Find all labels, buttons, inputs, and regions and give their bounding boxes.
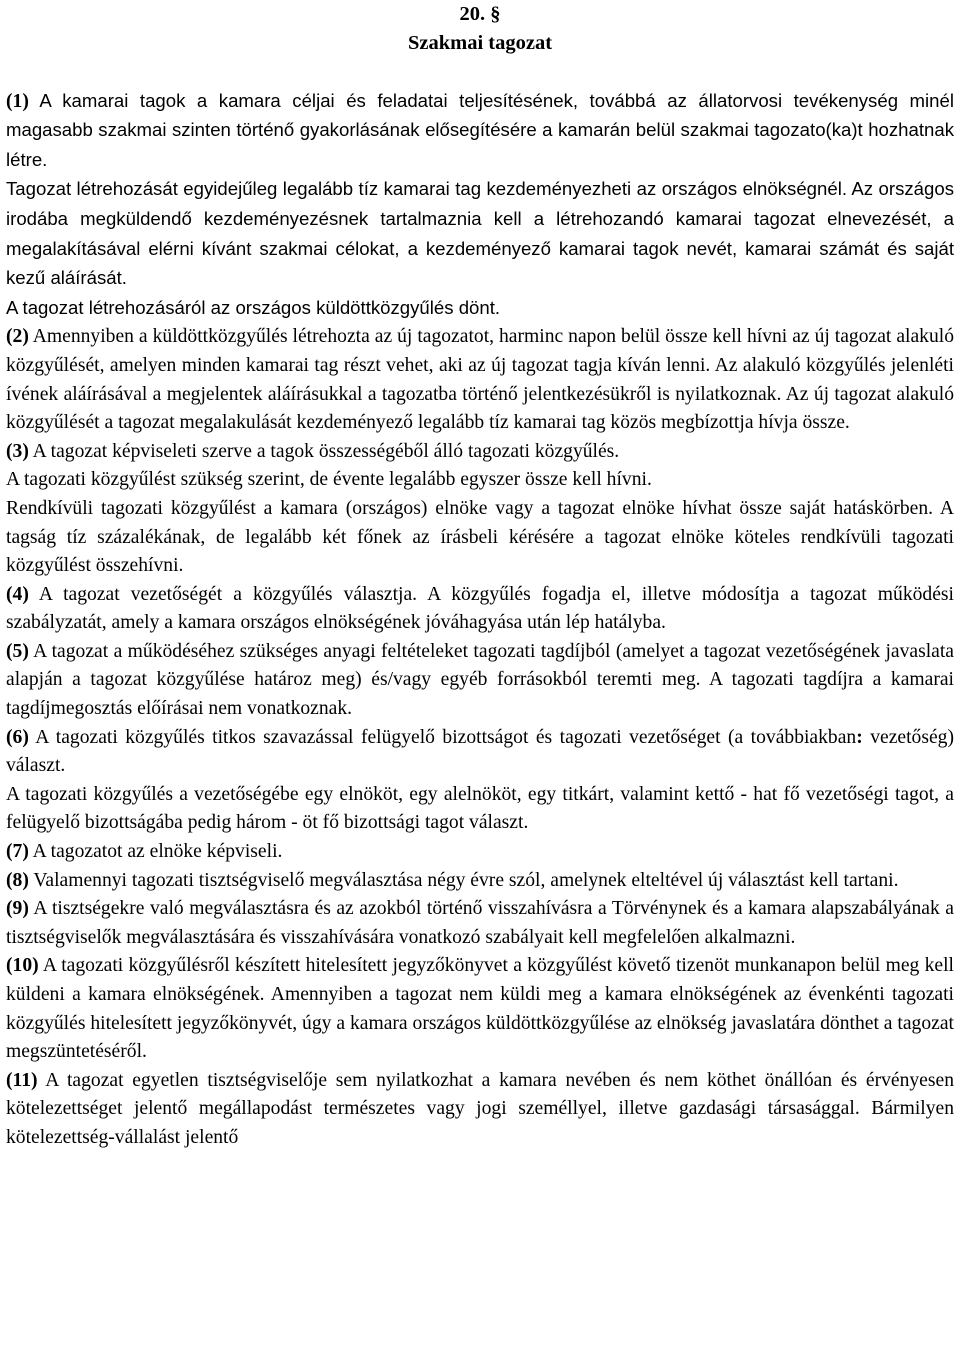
paragraph-11 <box>6 1067 954 1153</box>
paragraph-2 <box>6 323 954 437</box>
paragraph-text-continued: vezetőség) választ. <box>6 726 954 777</box>
paragraph-colon: : <box>856 726 863 748</box>
paragraph-4 <box>6 581 954 638</box>
paragraph-text: A tagozati közgyűlés a vezetőségébe egy elnököt, egy alelnököt, egy titkárt, valamint kettő - hat fő vezetőségi tagot, a felügyelő bizottságába pedig három - öt fő bizottsági tagot választ. <box>6 783 954 834</box>
paragraph-number: (3) <box>6 440 29 462</box>
paragraph-number: (2) <box>6 326 29 348</box>
paragraph-text: A tagozat létrehozásáról az országos küldöttközgyűlés dönt. <box>6 296 501 318</box>
paragraph-3 <box>6 438 954 467</box>
section-number: 20. § <box>459 3 501 25</box>
paragraph-text: Tagozat létrehozását egyidejűleg legalább tíz kamarai tag kezdeményezheti az országos elnökségnél. Az országos irodába megküldendő kezdeményezésnek tartalmaznia kell a létrehozandó kamarai tagozat elnevezését, a megalakításával elérni kívánt szakmai célokat, a kezdeményező kamarai tagok nevét, kamarai számát és saját kezű aláírását. <box>6 178 954 289</box>
paragraph-text: A tagozati közgyűlés titkos szavazással felügyelő bizottságot és tagozati vezetőséget (a továbbiakban <box>28 726 857 748</box>
paragraph-text: A tagozat képviseleti szerve a tagok összességéből álló tagozati közgyűlés. <box>28 440 620 462</box>
paragraph-1 <box>6 87 954 176</box>
paragraph-5 <box>6 638 954 724</box>
paragraph-text: (1) A kamarai tagok a kamara céljai és feladatai teljesítésének, továbbá az állatorvosi tevékenység minél magasabb szakmai szinten történő gyakorlásának elősegítésére a kamarán belül szakmai tagozato(ka)t hozhatnak létre. <box>6 89 954 170</box>
paragraph-number: (4) <box>6 583 29 605</box>
paragraph-number: (10) <box>6 955 39 977</box>
paragraph-text: A tagozatot az elnöke képviseli. <box>28 841 283 863</box>
paragraph-1-c <box>6 294 954 324</box>
paragraph-number: (6) <box>6 726 29 748</box>
paragraph-text: A tagozati közgyűlést szükség szerint, de évente legalább egyszer össze kell hívni. <box>6 469 652 491</box>
paragraph-number: (1) <box>6 90 29 112</box>
paragraph-number: (8) <box>6 869 29 891</box>
paragraph-number: (7) <box>6 841 29 863</box>
paragraph-6 <box>6 724 954 781</box>
paragraph-7 <box>6 838 954 867</box>
section-title: Szakmai tagozat <box>407 31 553 54</box>
paragraph-text: A tagozat a működéséhez szükséges anyagi feltételeket tagozati tagdíjból (amelyet a tagozat vezetőségének javaslata alapján a tagozat közgyűlése határoz meg) és/vagy egyéb forrásokból teremti meg. A tagozati tagdíjra a kamarai tagdíjmegosztás előírásai nem vonatkoznak. <box>6 640 954 720</box>
paragraph-text: A tagozati közgyűlésről készített hitelesített jegyzőkönyvet a közgyűlést követő tizenöt munkanapon belül meg kell küldeni a kamara elnökségének. Amennyiben a tagozat nem küldi meg a kamara elnökségének az évenkénti tagozati közgyűlés hitelesített jegyzőkönyvét, úgy a kamara országos küldöttközgyűlése az elnökség javaslatára dönthet a tagozat megszüntetéséről. <box>6 955 954 1063</box>
paragraph-text: Valamennyi tagozati tisztségviselő megválasztása négy évre szól, amelynek elteltével új választást kell tartani. <box>28 869 899 891</box>
paragraph-number: (11) <box>6 1069 38 1091</box>
paragraph-text: A tisztségekre való megválasztásra és az azokból történő visszahívásra a Törvénynek és a kamara alapszabályának a tisztségviselők megválasztására és visszahívására vonatkozó szabályait kell megfelelően alkalmazni. <box>6 898 954 948</box>
paragraph-9 <box>6 895 954 952</box>
paragraph-1-b <box>6 175 954 293</box>
document-page <box>6 0 954 1153</box>
paragraph-10 <box>6 952 954 1066</box>
paragraph-number: (9) <box>6 898 29 920</box>
paragraph-text: Amennyiben a küldöttközgyűlés létrehozta az új tagozatot, harminc napon belül össze kell hívni az új tagozat alakuló közgyűlését, amelyen minden kamarai tag részt vehet, aki az új tagozat tagja kíván lenni. Az alakuló közgyűlés jelenléti ívének aláírásával a megjelentek aláírásukkal a tagozatba történő jelentkezésükről is nyilatkoznak. Az új tagozat alakuló közgyűlését a tagozat megalakulását kezdeményező legalább tíz kamarai tag közös megbízottja hívja össze. <box>6 326 954 434</box>
paragraph-3-b <box>6 466 954 495</box>
paragraph-3-c <box>6 495 954 581</box>
paragraph-text: Rendkívüli tagozati közgyűlést a kamara (országos) elnöke vagy a tagozat elnöke hívhat össze saját hatáskörben. A tagság tíz százalékának, de legalább két főnek az írásbeli kérésére a tagozat elnöke köteles rendkívüli tagozati közgyűlést összehívni. <box>6 497 954 577</box>
paragraph-6-b <box>6 781 954 838</box>
paragraph-number: (5) <box>6 640 29 662</box>
paragraph-8 <box>6 867 954 896</box>
paragraph-text: A tagozat vezetőségét a közgyűlés választja. A közgyűlés fogadja el, illetve módosítja a tagozat működési szabályzatát, amely a kamara országos elnökségének jóváhagyása után lép hatályba. <box>6 583 954 634</box>
paragraph-text: A tagozat egyetlen tisztségviselője sem nyilatkozhat a kamara nevében és nem köthet önállóan és érvényesen kötelezettséget jelentő megállapodást természetes vagy jogi személlyel, illetve gazdasági társasággal. Bármilyen kötelezettség-vállalást jelentő <box>6 1069 954 1148</box>
